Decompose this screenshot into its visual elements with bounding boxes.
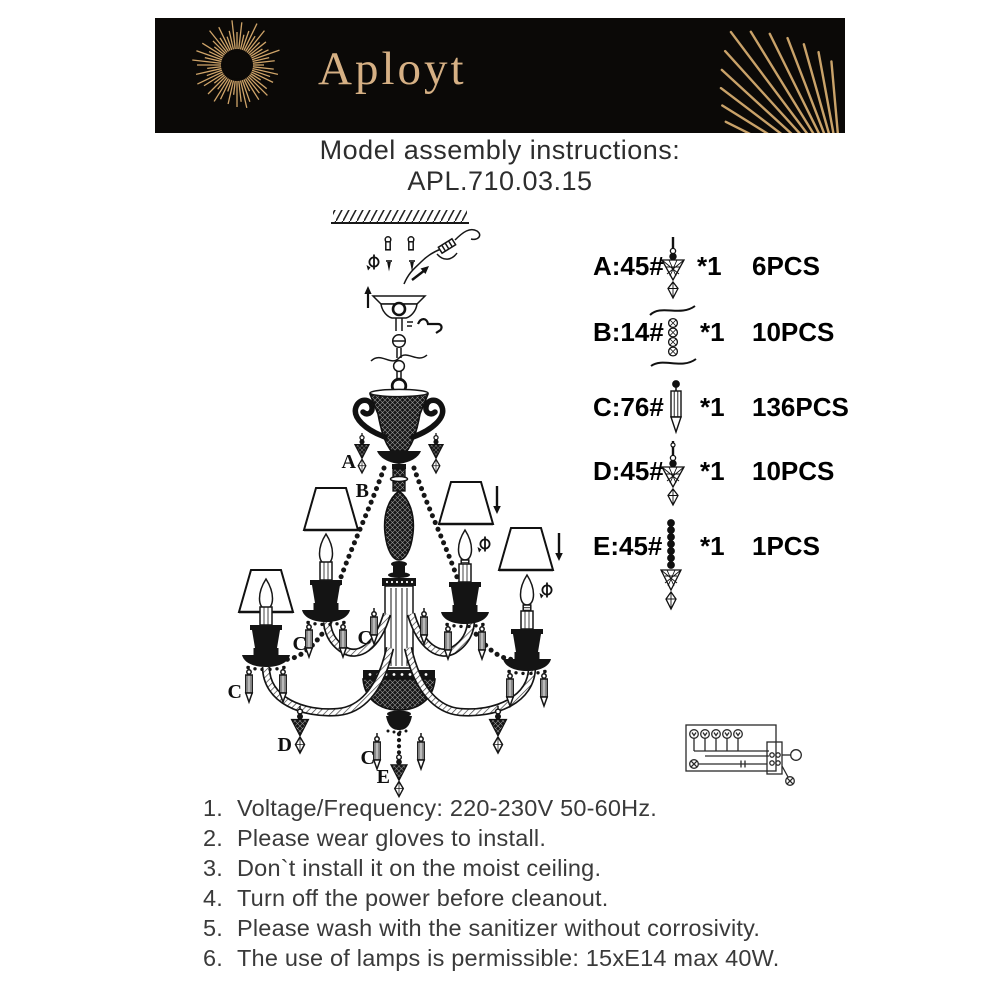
screw-in-icon [478,537,490,553]
diagram-label-e: E [376,766,390,788]
lamp-socket [242,607,290,671]
screw-icon [409,261,415,272]
bottom-finial [386,716,412,730]
lamp-socket [441,564,489,628]
part-qty: 1PCS [752,531,820,561]
supply-wire [404,230,480,284]
trumpet-top [370,391,428,451]
diagram-label-c: C [227,681,242,703]
wiring-diagram [683,714,805,796]
diagram-label-d: D [277,734,292,756]
instruction-item [203,825,883,855]
screw-icon [386,261,392,272]
teardrop-body [385,491,414,560]
item-number: 1. [203,795,223,821]
lamp-shade [499,528,553,570]
crystal-prism [421,608,427,644]
crystal-prism-icon [664,379,688,439]
part-code: C:76# [593,392,664,422]
wall-anchor-icon [408,237,414,250]
item-text: Please wash with the sanitizer without corrosivity. [237,915,761,941]
instructions-list [203,795,883,975]
item-text: Turn off the power before cleanout. [237,885,609,911]
part-row [593,458,664,485]
instruction-item [203,855,883,885]
item-number: 4. [203,885,223,911]
part-code: A:45# [593,251,664,281]
crystal-pendant [355,433,369,473]
bead-chain-icon [648,300,698,372]
part-qty: 10PCS [752,317,835,347]
diagram-label-c: C [360,747,375,769]
item-text: The use of lamps is permissible: 15xE14 max 40W. [237,945,780,971]
down-arrow-icon [493,486,501,514]
instruction-item [203,915,883,945]
crystal-prism [479,623,485,659]
sunburst-logo-icon [181,18,293,121]
instruction-item [203,795,883,825]
part-qty: 136PCS [752,392,849,422]
part-qty: 6PCS [752,251,820,281]
down-arrow-icon [555,533,563,561]
lamp-shade [439,482,493,524]
chandelier-assembly-diagram [180,200,590,800]
rotate-icon [367,255,379,271]
part-code: D:45# [593,456,664,486]
beaded-pendant-icon [656,518,686,620]
hook-tool-icon [407,319,442,333]
part-code: E:45# [593,531,663,561]
screw-in-icon [540,583,552,599]
item-number: 2. [203,825,223,851]
part-row [593,394,664,421]
terminal-screws [690,730,743,739]
item-number: 6. [203,945,223,971]
wall-anchor-icon [385,237,391,250]
diagram-label-c: C [357,627,372,649]
crystal-pendant-icon [658,236,688,300]
item-number: 3. [203,855,223,881]
model-number: APL.710.03.15 [407,166,593,196]
part-qty: 10PCS [752,456,835,486]
crystal-prism [280,666,286,702]
item-text: Please wear gloves to install. [237,825,547,851]
part-code: B:14# [593,317,664,347]
crystal-prism [507,670,513,706]
part-row [593,533,662,560]
lamp-socket [503,611,551,675]
brand-name: Aployt [318,43,467,95]
part-multiplier: *1 [700,392,725,422]
wire-connector [438,239,455,253]
up-arrow-icon [364,286,371,308]
corner-rays-decoration [670,18,845,133]
part-multiplier: *1 [700,317,725,347]
candle-bulb [459,530,472,566]
brand-banner [155,18,845,133]
item-text: Don`t install it on the moist ceiling. [237,855,602,881]
part-multiplier: *1 [697,251,722,281]
ceiling-hatch [331,210,469,223]
hanging-chain [371,335,427,393]
crystal-pendant [429,433,443,473]
crystal-pendant [391,752,407,797]
lamp-shade [304,488,358,530]
upper-bobeche [377,451,421,464]
page-title: Model assembly instructions: [319,135,681,165]
part-multiplier: *1 [700,531,725,561]
instruction-item [203,945,883,975]
candle-bulb [521,575,534,611]
ceiling-canopy [373,296,425,331]
crystal-prism [445,623,451,659]
instruction-item [203,885,883,915]
logo-center-disc [223,51,251,79]
crystal-pendant-icon [658,441,688,507]
item-number: 5. [203,915,223,941]
part-row [593,253,664,280]
diagram-label-a: A [341,451,356,473]
part-multiplier: *1 [700,456,725,486]
item-text: Voltage/Frequency: 220-230V 50-60Hz. [237,795,658,821]
crystal-prism [246,666,252,702]
crystal-prism [340,621,346,657]
crystal-prism [418,733,424,769]
diagram-label-c: C [292,633,307,655]
diagram-label-b: B [355,480,369,502]
crystal-prism [541,670,547,706]
